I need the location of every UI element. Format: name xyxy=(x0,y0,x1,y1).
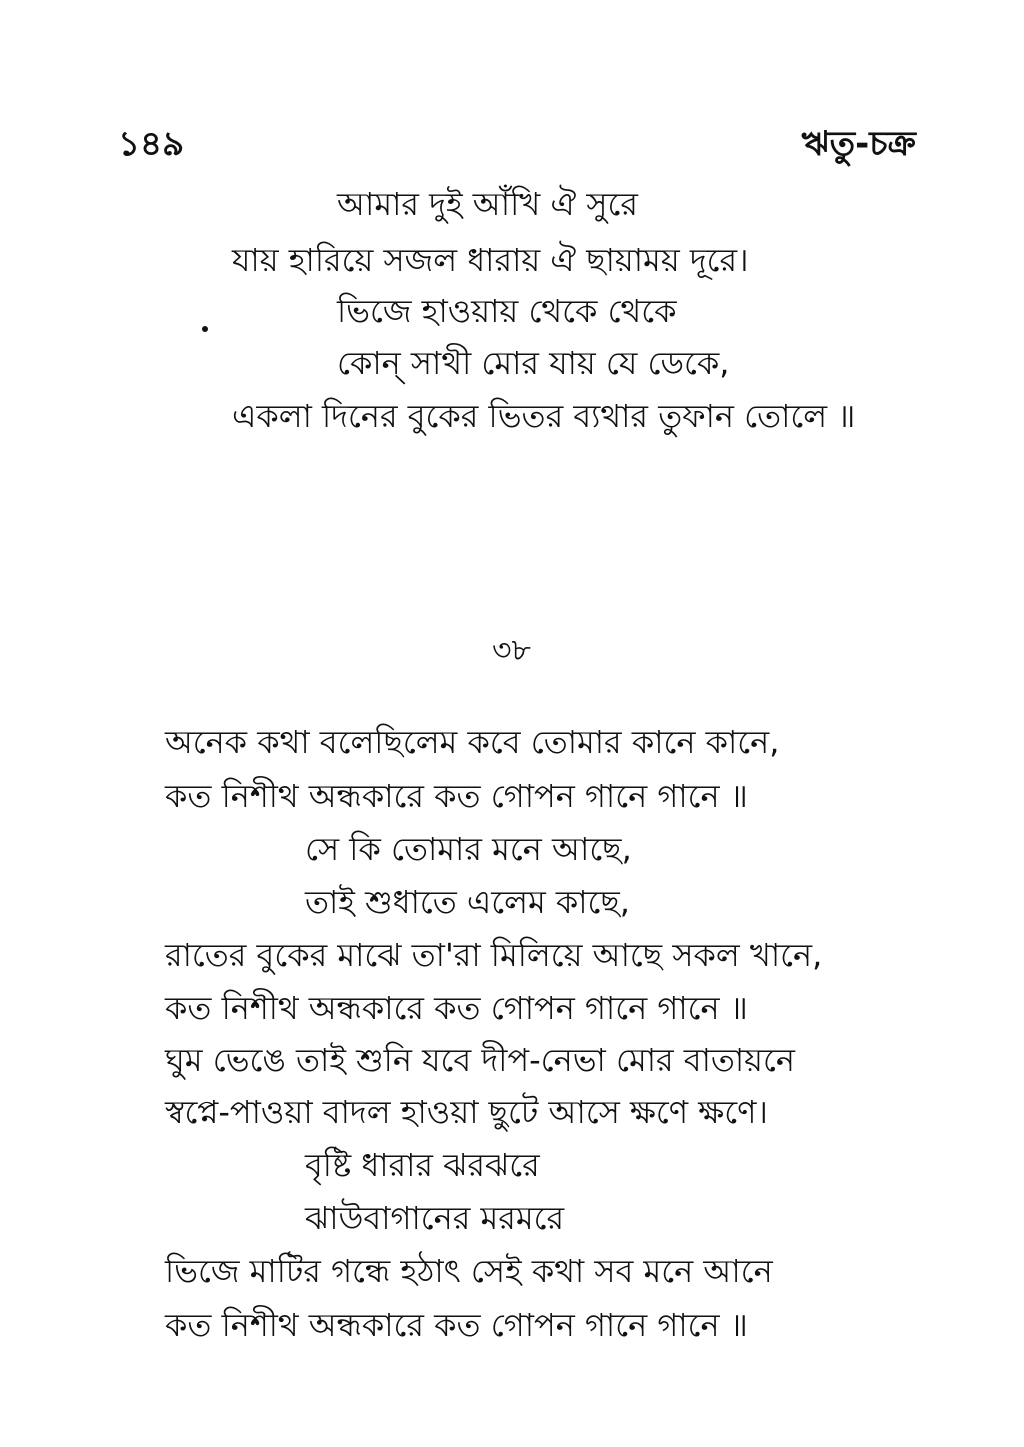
stanza2-line: সে কি তোমার মনে আছে, xyxy=(305,830,632,868)
stanza2-line: কত নিশীথ অন্ধকারে কত গোপন গানে গানে ॥ xyxy=(165,777,748,815)
stanza1-line: আমার দুই আঁখি ঐ সুরে xyxy=(337,185,638,223)
stanza1-line: ভিজে হাওয়ায় থেকে থেকে xyxy=(337,292,677,330)
stanza2-line: ঘুম ভেঙে তাই শুনি যবে দীপ-নেভা মোর বাতায়নে xyxy=(165,1041,795,1079)
stanza2-line: ভিজে মাটির গন্ধে হঠাৎ সেই কথা সব মনে আনে xyxy=(165,1252,773,1290)
stanza1-line: একলা দিনের বুকের ভিতর ব্যথার তুফান তোলে ॥ xyxy=(232,397,856,435)
stanza2-line: অনেক কথা বলেছিলেম কবে তোমার কানে কানে, xyxy=(165,723,780,761)
stanza2-line: কত নিশীথ অন্ধকারে কত গোপন গানে গানে ॥ xyxy=(165,989,748,1027)
stanza2-line: ঝাউবাগানের মরমরে xyxy=(305,1199,565,1237)
stanza2-line: স্বপ্নে-পাওয়া বাদল হাওয়া ছুটে আসে ক্ষণে ক্ষণে। xyxy=(165,1093,768,1131)
stanza2-line: বৃষ্টি ধারার ঝরঝরে xyxy=(305,1146,540,1184)
stray-dot-mark xyxy=(202,326,208,332)
page-number: ১৪৯ xyxy=(118,124,185,164)
stanza2-line: কত নিশীথ অন্ধকারে কত গোপন গানে গানে ॥ xyxy=(165,1306,748,1344)
stanza2-line: তাই শুধাতে এলেম কাছে, xyxy=(305,883,630,921)
running-title: ঋতু-চক্র xyxy=(801,124,916,164)
stanza1-line: যায় হারিয়ে সজল ধারায় ঐ ছায়াময় দূরে। xyxy=(232,241,749,279)
stanza1-line: কোন্ সাথী মোর যায় যে ডেকে, xyxy=(337,344,730,382)
song-number: ৩৮ xyxy=(492,633,531,668)
stanza2-line: রাতের বুকের মাঝে তা'রা মিলিয়ে আছে সকল খানে, xyxy=(165,936,823,974)
